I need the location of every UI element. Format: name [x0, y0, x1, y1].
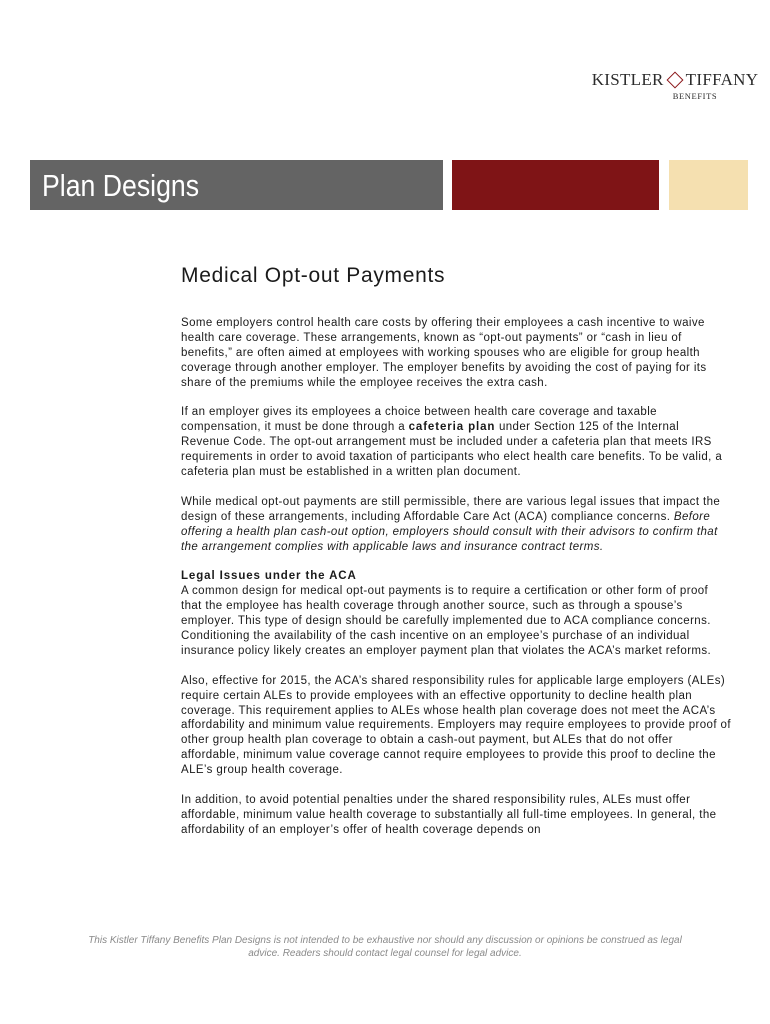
- paragraph-cafeteria-plan: [181, 405, 731, 480]
- disclaimer-footer: [30, 934, 740, 960]
- article-title: Medical Opt-out Payments: [181, 264, 446, 287]
- logo-subtitle: BENEFITS: [672, 91, 718, 101]
- company-logo: [590, 70, 760, 101]
- paragraph-aca-design: [181, 569, 731, 658]
- section-subheading: Legal Issues under the ACA: [181, 570, 357, 583]
- paragraph-affordability: In addition, to avoid potential penalties under the shared responsibility rules, ALEs must offer affordable, minimum value health coverage to substantially all full-time employees. In general, the affordability of an employer’s offer of health coverage depends on: [181, 793, 717, 836]
- diamond-icon: [666, 72, 683, 89]
- disclaimer-line-2: advice. Readers should contact legal counsel for legal advice.: [248, 948, 522, 959]
- logo-wordmark: [590, 70, 760, 90]
- title-banner: [30, 160, 443, 210]
- banner-tan-block: [669, 160, 748, 210]
- disclaimer-line-1: This Kistler Tiffany Benefits Plan Designs is not intended to be exhaustive nor should any discussion or opinions be construed as legal: [88, 935, 682, 946]
- paragraph-shared-responsibility: Also, effective for 2015, the ACA’s shared responsibility rules for applicable large employers (ALEs) require certain ALEs to provide employees with an effective opportunity to decline health plan coverage. This requirement applies to ALEs whose health plan coverage does not meet the ACA’s affordability and minimum value requirements. Employers may require employees to provide proof of other group health plan coverage to obtain a cash-out payment, but ALEs that do not offer affordable, minimum value coverage cannot require employees to provide this proof to decline the ALE’s group health coverage.: [181, 674, 731, 777]
- logo-name-right: TIFFANY: [685, 70, 759, 89]
- paragraph-intro: Some employers control health care costs by offering their employees a cash incentive to waive health care coverage. These arrangements, known as “opt-out payments” or “cash in lieu of benefits,” are often aimed at employees with working spouses who are eligible for group health coverage through another employer. The employer benefits by avoiding the cost of paying for its share of the premiums while the employee receives the extra cash.: [181, 317, 707, 389]
- advisory-note: Before offering a health plan cash-out option, employers should consult with their advisors to confirm that the arrangement complies with applicable laws and insurance contract terms.: [181, 510, 718, 553]
- logo-name-left: KISTLER: [591, 70, 664, 89]
- cafeteria-plan-term: cafeteria plan: [408, 421, 496, 434]
- banner-title: Plan Designs: [42, 168, 200, 203]
- article-body: [181, 264, 731, 853]
- text: A common design for medical opt-out payments is to require a certification or other form of proof that the employee has health coverage through another source, such as through a spouse’s employer. This type of design should be carefully implemented due to ACA compliance concerns. Conditioning the availability of the cash incentive on an employee’s purchase of an individual insurance policy likely creates an employer payment plan that violates the ACA’s market reforms.: [181, 585, 712, 657]
- banner-red-block: [452, 160, 659, 210]
- paragraph-legal-issues: [181, 495, 731, 555]
- text: If an employer gives its employees a choice between health care coverage and taxable compensation, it must be done through a: [181, 406, 657, 434]
- text: under Section 125 of the Internal Revenue Code. The opt-out arrangement must be included under a cafeteria plan that meets IRS requirements in order to avoid taxation of participants who elect health care benefits. To be valid, a cafeteria plan must be established in a written plan document.: [181, 421, 723, 479]
- text: While medical opt-out payments are still permissible, there are various legal issues that impact the design of these arrangements, including Affordable Care Act (ACA) compliance concerns.: [181, 495, 721, 523]
